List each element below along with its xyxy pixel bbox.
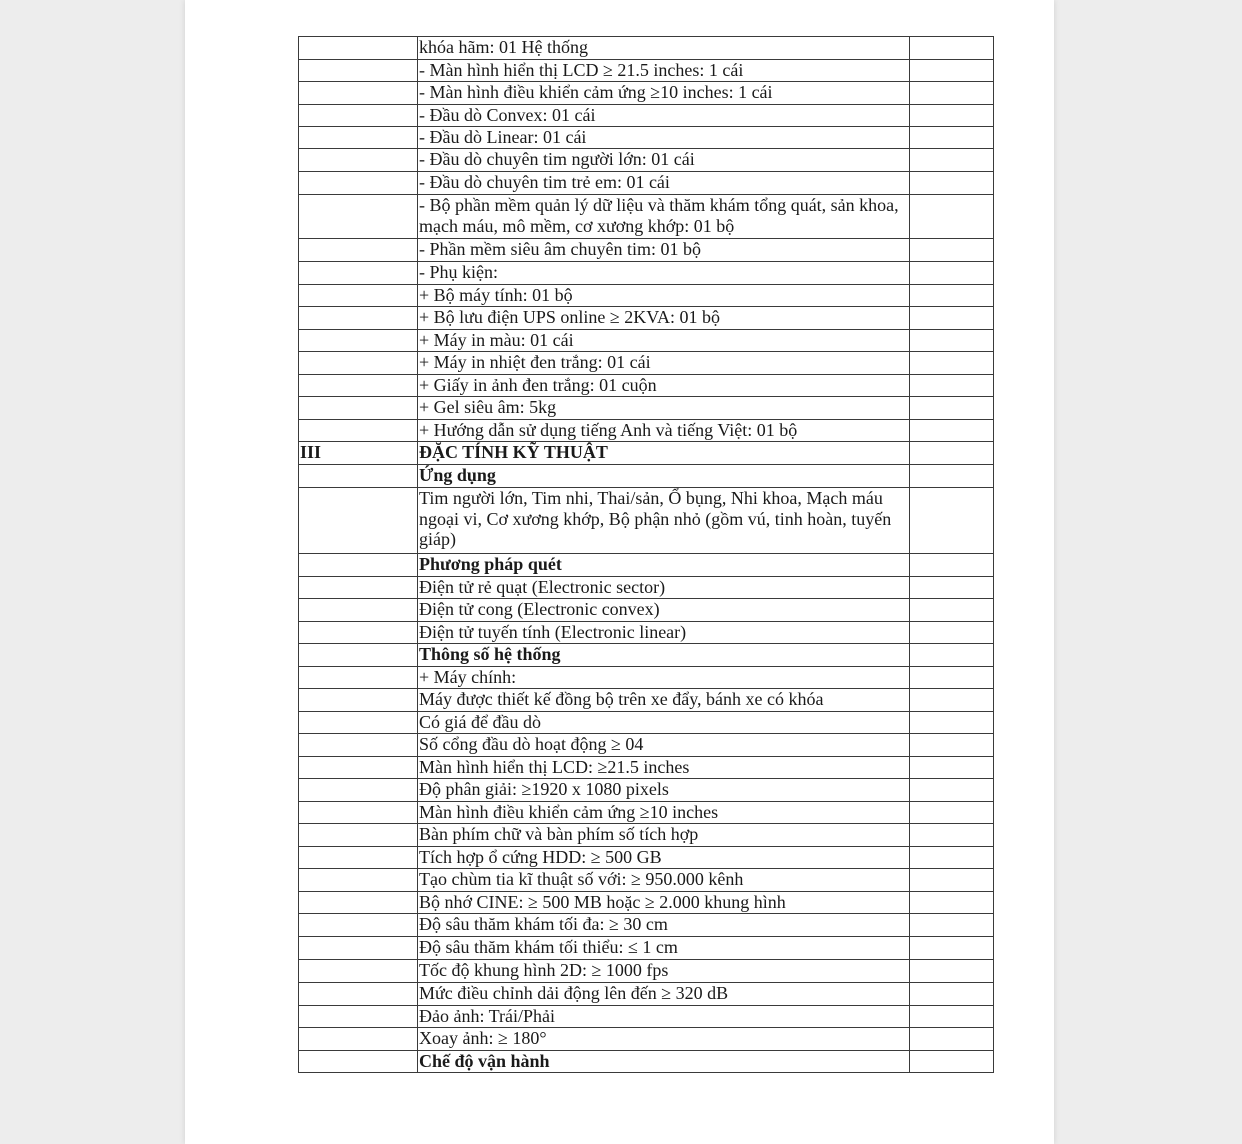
specification-text-cell: + Gel siêu âm: 5kg [418, 397, 910, 420]
section-number-cell [299, 149, 418, 172]
empty-cell [910, 712, 994, 734]
empty-cell [910, 1006, 994, 1028]
empty-cell [910, 239, 994, 262]
section-number-cell [299, 937, 418, 960]
empty-cell [910, 644, 994, 667]
specification-text-cell: Độ sâu thăm khám tối đa: ≥ 30 cm [418, 914, 910, 937]
table-row [299, 127, 994, 149]
table-row [299, 914, 994, 937]
specification-text-cell: - Đầu dò Convex: 01 cái [418, 105, 910, 127]
specification-text-cell: Điện tử tuyến tính (Electronic linear) [418, 622, 910, 644]
empty-cell [910, 37, 994, 60]
section-number-cell [299, 712, 418, 734]
specification-text-cell: Điện tử rẻ quạt (Electronic sector) [418, 577, 910, 599]
empty-cell [910, 127, 994, 149]
specification-text-cell: Màn hình hiển thị LCD: ≥21.5 inches [418, 757, 910, 779]
section-number-cell [299, 892, 418, 914]
table-row [299, 892, 994, 914]
section-number-cell [299, 1006, 418, 1028]
specification-text-cell: - Màn hình hiển thị LCD ≥ 21.5 inches: 1 cái [418, 60, 910, 82]
empty-cell [910, 352, 994, 375]
table-row [299, 1028, 994, 1051]
empty-cell [910, 420, 994, 442]
section-number-cell [299, 195, 418, 239]
empty-cell [910, 172, 994, 195]
table-row [299, 375, 994, 397]
table-row [299, 262, 994, 285]
empty-cell [910, 554, 994, 577]
section-number-cell [299, 397, 418, 420]
section-number-cell: III [299, 442, 418, 465]
section-number-cell [299, 689, 418, 712]
specification-text-cell: Thông số hệ thống [418, 644, 910, 667]
empty-cell [910, 824, 994, 847]
section-number-cell [299, 734, 418, 757]
section-number-cell [299, 262, 418, 285]
specification-text-cell: + Máy in màu: 01 cái [418, 330, 910, 352]
section-number-cell [299, 239, 418, 262]
section-number-cell [299, 554, 418, 577]
specification-text-cell: ĐẶC TÍNH KỸ THUẬT [418, 442, 910, 465]
empty-cell [910, 262, 994, 285]
section-number-cell [299, 375, 418, 397]
specification-text-cell: Màn hình điều khiển cảm ứng ≥10 inches [418, 802, 910, 824]
section-number-cell [299, 1051, 418, 1073]
empty-cell [910, 82, 994, 105]
table-row [299, 960, 994, 983]
section-number-cell [299, 599, 418, 622]
specification-text-cell: - Đầu dò Linear: 01 cái [418, 127, 910, 149]
specification-text-cell: Tạo chùm tia kĩ thuật số với: ≥ 950.000 kênh [418, 869, 910, 892]
section-number-cell [299, 1028, 418, 1051]
empty-cell [910, 1028, 994, 1051]
section-number-cell [299, 352, 418, 375]
table-row [299, 442, 994, 465]
empty-cell [910, 869, 994, 892]
table-row [299, 869, 994, 892]
table-row [299, 937, 994, 960]
specification-text-cell: - Đầu dò chuyên tim người lớn: 01 cái [418, 149, 910, 172]
specification-text-cell: Ứng dụng [418, 465, 910, 488]
table-row [299, 712, 994, 734]
table-row [299, 285, 994, 307]
section-number-cell [299, 779, 418, 802]
specification-text-cell: + Giấy in ảnh đen trắng: 01 cuộn [418, 375, 910, 397]
section-number-cell [299, 420, 418, 442]
table-row [299, 397, 994, 420]
table-row [299, 149, 994, 172]
table-row [299, 352, 994, 375]
specification-text-cell: Tích hợp ổ cứng HDD: ≥ 500 GB [418, 847, 910, 869]
specification-text-cell: Tốc độ khung hình 2D: ≥ 1000 fps [418, 960, 910, 983]
specification-text-cell: + Máy chính: [418, 667, 910, 689]
empty-cell [910, 465, 994, 488]
table-row [299, 1006, 994, 1028]
section-number-cell [299, 127, 418, 149]
empty-cell [910, 937, 994, 960]
empty-cell [910, 914, 994, 937]
table-row [299, 847, 994, 869]
empty-cell [910, 285, 994, 307]
empty-cell [910, 689, 994, 712]
section-number-cell [299, 82, 418, 105]
table-row [299, 172, 994, 195]
empty-cell [910, 802, 994, 824]
specification-text-cell: Chế độ vận hành [418, 1051, 910, 1073]
empty-cell [910, 983, 994, 1006]
table-row [299, 465, 994, 488]
specification-text-cell: Tim người lớn, Tim nhi, Thai/sản, Ổ bụng, Nhi khoa, Mạch máu ngoại vi, Cơ xương khớp, Bộ phận nhỏ (gồm vú, tinh hoàn, tuyến giáp) [418, 488, 910, 554]
section-number-cell [299, 869, 418, 892]
specification-text-cell: khóa hãm: 01 Hệ thống [418, 37, 910, 60]
empty-cell [910, 622, 994, 644]
specification-text-cell: - Phụ kiện: [418, 262, 910, 285]
section-number-cell [299, 847, 418, 869]
empty-cell [910, 667, 994, 689]
table-row [299, 689, 994, 712]
section-number-cell [299, 330, 418, 352]
empty-cell [910, 960, 994, 983]
section-number-cell [299, 802, 418, 824]
specification-text-cell: + Bộ máy tính: 01 bộ [418, 285, 910, 307]
empty-cell [910, 60, 994, 82]
empty-cell [910, 847, 994, 869]
section-number-cell [299, 37, 418, 60]
section-number-cell [299, 105, 418, 127]
specification-text-cell: Bàn phím chữ và bàn phím số tích hợp [418, 824, 910, 847]
table-row [299, 488, 994, 554]
table-row [299, 105, 994, 127]
specification-text-cell: Điện tử cong (Electronic convex) [418, 599, 910, 622]
table-row [299, 1051, 994, 1073]
specification-text-cell: + Hướng dẫn sử dụng tiếng Anh và tiếng Việt: 01 bộ [418, 420, 910, 442]
table-row [299, 824, 994, 847]
empty-cell [910, 488, 994, 554]
section-number-cell [299, 285, 418, 307]
empty-cell [910, 599, 994, 622]
specification-text-cell: - Bộ phần mềm quản lý dữ liệu và thăm khám tổng quát, sản khoa, mạch máu, mô mềm, cơ xương khớp: 01 bộ [418, 195, 910, 239]
section-number-cell [299, 465, 418, 488]
section-number-cell [299, 307, 418, 330]
specification-text-cell: Phương pháp quét [418, 554, 910, 577]
empty-cell [910, 330, 994, 352]
specification-text-cell: Đảo ảnh: Trái/Phải [418, 1006, 910, 1028]
section-number-cell [299, 622, 418, 644]
specification-table-body [299, 37, 994, 1073]
section-number-cell [299, 757, 418, 779]
specification-text-cell: Số cổng đầu dò hoạt động ≥ 04 [418, 734, 910, 757]
table-row [299, 82, 994, 105]
section-number-cell [299, 667, 418, 689]
specification-text-cell: Bộ nhớ CINE: ≥ 500 MB hoặc ≥ 2.000 khung hình [418, 892, 910, 914]
table-row [299, 420, 994, 442]
empty-cell [910, 734, 994, 757]
table-row [299, 599, 994, 622]
table-row [299, 60, 994, 82]
specification-text-cell: Độ phân giải: ≥1920 x 1080 pixels [418, 779, 910, 802]
specification-text-cell: - Phần mềm siêu âm chuyên tim: 01 bộ [418, 239, 910, 262]
specification-text-cell: Độ sâu thăm khám tối thiểu: ≤ 1 cm [418, 937, 910, 960]
empty-cell [910, 757, 994, 779]
specification-text-cell: + Bộ lưu điện UPS online ≥ 2KVA: 01 bộ [418, 307, 910, 330]
specification-text-cell: - Màn hình điều khiển cảm ứng ≥10 inches: 1 cái [418, 82, 910, 105]
empty-cell [910, 149, 994, 172]
table-row [299, 779, 994, 802]
empty-cell [910, 307, 994, 330]
table-row [299, 757, 994, 779]
empty-cell [910, 577, 994, 599]
section-number-cell [299, 577, 418, 599]
section-number-cell [299, 644, 418, 667]
empty-cell [910, 892, 994, 914]
empty-cell [910, 375, 994, 397]
empty-cell [910, 105, 994, 127]
section-number-cell [299, 488, 418, 554]
specification-text-cell: Có giá để đầu dò [418, 712, 910, 734]
table-row [299, 330, 994, 352]
section-number-cell [299, 172, 418, 195]
empty-cell [910, 195, 994, 239]
empty-cell [910, 397, 994, 420]
specification-table [298, 36, 994, 1073]
table-row [299, 802, 994, 824]
table-row [299, 644, 994, 667]
empty-cell [910, 779, 994, 802]
table-row [299, 577, 994, 599]
empty-cell [910, 442, 994, 465]
specification-text-cell: + Máy in nhiệt đen trắng: 01 cái [418, 352, 910, 375]
specification-text-cell: - Đầu dò chuyên tim trẻ em: 01 cái [418, 172, 910, 195]
empty-cell [910, 1051, 994, 1073]
table-row [299, 622, 994, 644]
section-number-cell [299, 960, 418, 983]
table-row [299, 667, 994, 689]
section-number-cell [299, 60, 418, 82]
table-row [299, 239, 994, 262]
table-row [299, 734, 994, 757]
specification-text-cell: Máy được thiết kế đồng bộ trên xe đẩy, bánh xe có khóa [418, 689, 910, 712]
table-row [299, 307, 994, 330]
table-row [299, 983, 994, 1006]
table-row [299, 554, 994, 577]
table-row [299, 195, 994, 239]
section-number-cell [299, 983, 418, 1006]
section-number-cell [299, 824, 418, 847]
table-row [299, 37, 994, 60]
specification-text-cell: Xoay ảnh: ≥ 180° [418, 1028, 910, 1051]
section-number-cell [299, 914, 418, 937]
specification-text-cell: Mức điều chỉnh dải động lên đến ≥ 320 dB [418, 983, 910, 1006]
